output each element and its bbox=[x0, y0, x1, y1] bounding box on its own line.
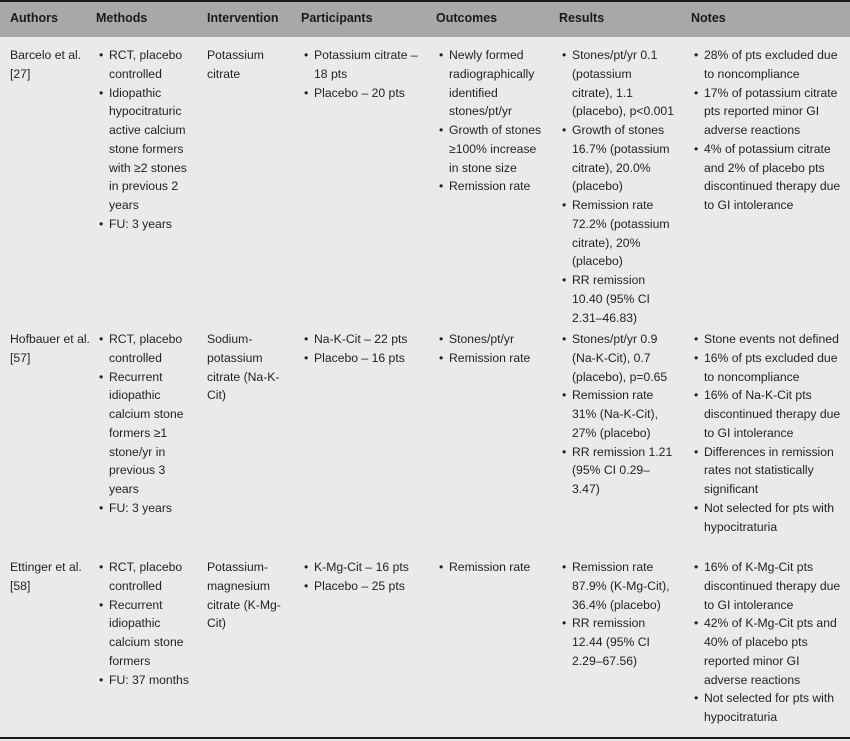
header-methods: Methods bbox=[96, 11, 148, 25]
list-item: • Na-K-Cit – 22 pts bbox=[301, 330, 423, 349]
cell-participants bbox=[301, 330, 423, 368]
list-item: • 16% of K-Mg-Cit pts discontinued therapy due to GI intolerance bbox=[691, 558, 846, 614]
cell-participants bbox=[301, 558, 423, 596]
list-item: • K-Mg-Cit – 16 pts bbox=[301, 558, 423, 577]
list-item: • Potassium citrate – 18 pts bbox=[301, 46, 423, 84]
cell-outcomes bbox=[436, 558, 548, 577]
list-item: • Newly formed radiographically identified stones/pt/yr bbox=[436, 46, 548, 121]
cell-methods bbox=[96, 330, 191, 518]
header-authors: Authors bbox=[10, 11, 58, 25]
list-item: • RR remission 1.21 (95% CI 0.29–3.47) bbox=[559, 443, 674, 499]
list-item: • Placebo – 20 pts bbox=[301, 84, 423, 103]
list-item: • 28% of pts excluded due to noncompliance bbox=[691, 46, 846, 84]
list-item: • RR remission 12.44 (95% CI 2.29–67.56) bbox=[559, 614, 674, 670]
cell-intervention: Potassium citrate bbox=[207, 48, 264, 81]
cell-participants bbox=[301, 46, 423, 102]
list-item: • Remission rate bbox=[436, 558, 548, 577]
list-item: • 16% of Na-K-Cit pts discontinued therapy due to GI intolerance bbox=[691, 386, 846, 442]
cell-results bbox=[559, 46, 674, 327]
list-item: • Differences in remission rates not statistically significant bbox=[691, 443, 846, 499]
cell-outcomes bbox=[436, 46, 548, 196]
list-item: • RR remission 10.40 (95% CI 2.31–46.83) bbox=[559, 271, 674, 327]
list-item: • Growth of stones ≥100% increase in stone size bbox=[436, 121, 548, 177]
list-item: • Remission rate 87.9% (K-Mg-Cit), 36.4% (placebo) bbox=[559, 558, 674, 614]
list-item: • Remission rate 31% (Na-K-Cit), 27% (placebo) bbox=[559, 386, 674, 442]
cell-methods bbox=[96, 46, 191, 234]
list-item: • Not selected for pts with hypocitraturia bbox=[691, 689, 846, 727]
list-item: • Placebo – 16 pts bbox=[301, 349, 423, 368]
cell-intervention: Sodium-potassium citrate (Na-K-Cit) bbox=[207, 332, 280, 403]
list-item: • FU: 3 years bbox=[96, 215, 191, 234]
list-item: • 42% of K-Mg-Cit pts and 40% of placebo pts reported minor GI adverse reactions bbox=[691, 614, 846, 689]
list-item: • Growth of stones 16.7% (potassium citrate), 20.0% (placebo) bbox=[559, 121, 674, 196]
list-item: • Idiopathic hypocitraturic active calcium stone formers with ≥2 stones in previous 2 years bbox=[96, 84, 191, 215]
list-item: • Stones/pt/yr bbox=[436, 330, 548, 349]
list-item: • Not selected for pts with hypocitraturia bbox=[691, 499, 846, 537]
list-item: • RCT, placebo controlled bbox=[96, 558, 191, 596]
list-item: • Remission rate bbox=[436, 349, 548, 368]
cell-methods bbox=[96, 558, 191, 689]
list-item: • 16% of pts excluded due to noncompliance bbox=[691, 349, 846, 387]
cell-authors: Ettinger et al. [58] bbox=[10, 560, 82, 593]
bottom-rule bbox=[0, 737, 850, 739]
cell-notes bbox=[691, 558, 846, 727]
header-results: Results bbox=[559, 11, 605, 25]
list-item: • RCT, placebo controlled bbox=[96, 46, 191, 84]
list-item: • Recurrent idiopathic calcium stone formers bbox=[96, 596, 191, 671]
list-item: • Remission rate 72.2% (potassium citrate), 20% (placebo) bbox=[559, 196, 674, 271]
cell-intervention: Potassium-magnesium citrate (K-Mg-Cit) bbox=[207, 560, 281, 631]
list-item: • Stones/pt/yr 0.1 (potassium citrate), 1.1 (placebo), p<0.001 bbox=[559, 46, 674, 121]
list-item: • Stones/pt/yr 0.9 (Na-K-Cit), 0.7 (placebo), p=0.65 bbox=[559, 330, 674, 386]
header-participants: Participants bbox=[301, 11, 373, 25]
cell-authors: Hofbauer et al. [57] bbox=[10, 332, 90, 365]
cell-outcomes bbox=[436, 330, 548, 368]
header-intervention: Intervention bbox=[207, 11, 279, 25]
list-item: • 17% of potassium citrate pts reported minor GI adverse reactions bbox=[691, 84, 846, 140]
list-item: • FU: 3 years bbox=[96, 499, 191, 518]
cell-results bbox=[559, 330, 674, 499]
list-item: • RCT, placebo controlled bbox=[96, 330, 191, 368]
cell-notes bbox=[691, 46, 846, 215]
list-item: • Recurrent idiopathic calcium stone formers ≥1 stone/yr in previous 3 years bbox=[96, 368, 191, 499]
list-item: • 4% of potassium citrate and 2% of placebo pts discontinued therapy due to GI intolerance bbox=[691, 140, 846, 215]
header-outcomes: Outcomes bbox=[436, 11, 498, 25]
list-item: • Placebo – 25 pts bbox=[301, 577, 423, 596]
cell-results bbox=[559, 558, 674, 671]
list-item: • Stone events not defined bbox=[691, 330, 846, 349]
table-header bbox=[0, 2, 850, 37]
cell-notes bbox=[691, 330, 846, 536]
cell-authors: Barcelo et al. [27] bbox=[10, 48, 82, 81]
header-notes: Notes bbox=[691, 11, 726, 25]
list-item: • FU: 37 months bbox=[96, 671, 191, 690]
list-item: • Remission rate bbox=[436, 177, 548, 196]
